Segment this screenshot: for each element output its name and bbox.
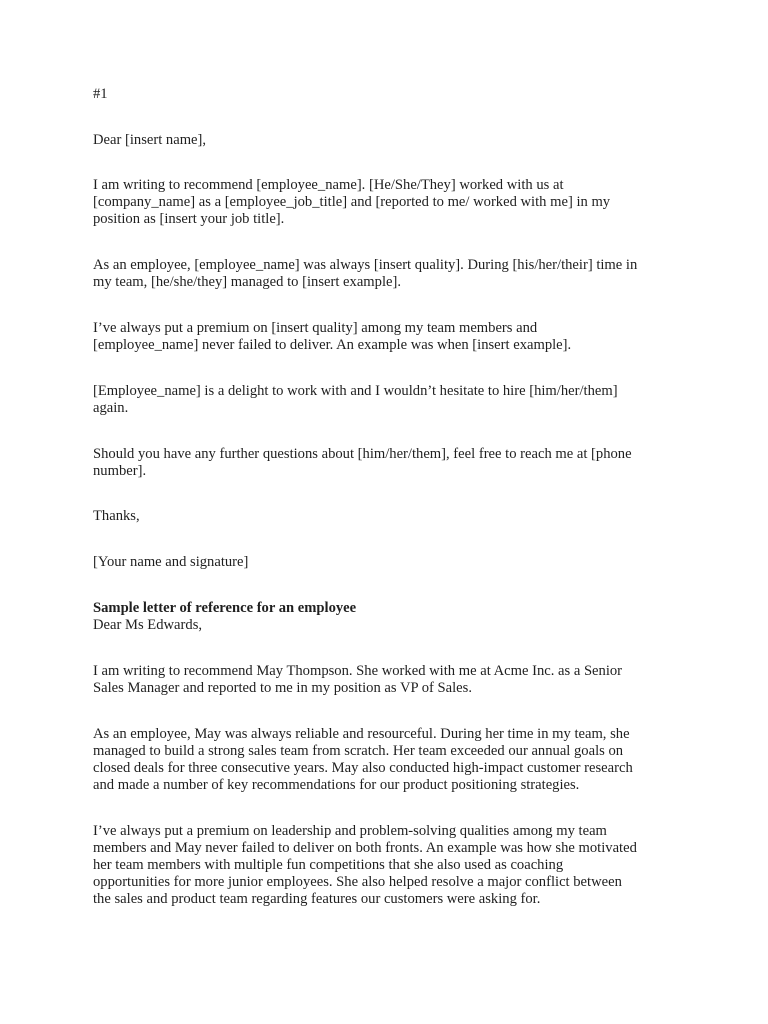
- sample-heading: Sample letter of reference for an employee: [93, 600, 357, 616]
- text-line: my team, [he/she/they] managed to [insert example].: [93, 274, 401, 290]
- text-line: I am writing to recommend May Thompson. She worked with me at Acme Inc. as a Senior: [93, 663, 623, 679]
- text-line: position as [insert your job title].: [93, 211, 285, 227]
- text-line: the sales and product team regarding features our customers were asking for.: [93, 891, 541, 907]
- text-line: and made a number of key recommendations for our product positioning strategies.: [93, 777, 580, 793]
- sample-paragraph-2: [93, 726, 703, 794]
- template-paragraph-4: [93, 383, 703, 417]
- template-paragraph-3: [93, 320, 703, 354]
- text-line: Sales Manager and reported to me in my position as VP of Sales.: [93, 680, 472, 696]
- text-line: I’ve always put a premium on leadership and problem-solving qualities among my team: [93, 823, 607, 839]
- text-line: her team members with multiple fun competitions that she also used as coaching: [93, 857, 564, 873]
- template-paragraph-5: [93, 446, 703, 480]
- text-line: Should you have any further questions about [him/her/them], feel free to reach me at [phone: [93, 446, 632, 462]
- text-line: [Employee_name] is a delight to work with and I wouldn’t hesitate to hire [him/her/them]: [93, 383, 618, 399]
- template-signature: [Your name and signature]: [93, 554, 249, 570]
- text-line: [employee_name] never failed to deliver. An example was when [insert example].: [93, 337, 572, 353]
- sample-greeting: Dear Ms Edwards,: [93, 617, 203, 633]
- template-closing: Thanks,: [93, 508, 140, 524]
- template-paragraph-1: [93, 177, 703, 228]
- text-line: As an employee, [employee_name] was always [insert quality]. During [his/her/their] time in: [93, 257, 638, 273]
- text-line: As an employee, May was always reliable and resourceful. During her time in my team, she: [93, 726, 630, 742]
- text-line: [company_name] as a [employee_job_title] and [reported to me/ worked with me] in my: [93, 194, 611, 210]
- text-line: managed to build a strong sales team from scratch. Her team exceeded our annual goals on: [93, 743, 624, 759]
- template-greeting: Dear [insert name],: [93, 132, 207, 148]
- text-line: I’ve always put a premium on [insert quality] among my team members and: [93, 320, 538, 336]
- document-page: [93, 86, 703, 908]
- text-line: closed deals for three consecutive years. May also conducted high-impact customer research: [93, 760, 633, 776]
- letter-number: #1: [93, 86, 108, 102]
- text-line: again.: [93, 400, 129, 416]
- text-line: members and May never failed to deliver on both fronts. An example was how she motivated: [93, 840, 637, 856]
- sample-paragraph-3: [93, 823, 703, 908]
- text-line: opportunities for more junior employees. She also helped resolve a major conflict between: [93, 874, 622, 890]
- template-paragraph-2: [93, 257, 703, 291]
- sample-paragraph-1: [93, 663, 703, 697]
- text-line: I am writing to recommend [employee_name]. [He/She/They] worked with us at: [93, 177, 564, 193]
- text-line: number].: [93, 463, 147, 479]
